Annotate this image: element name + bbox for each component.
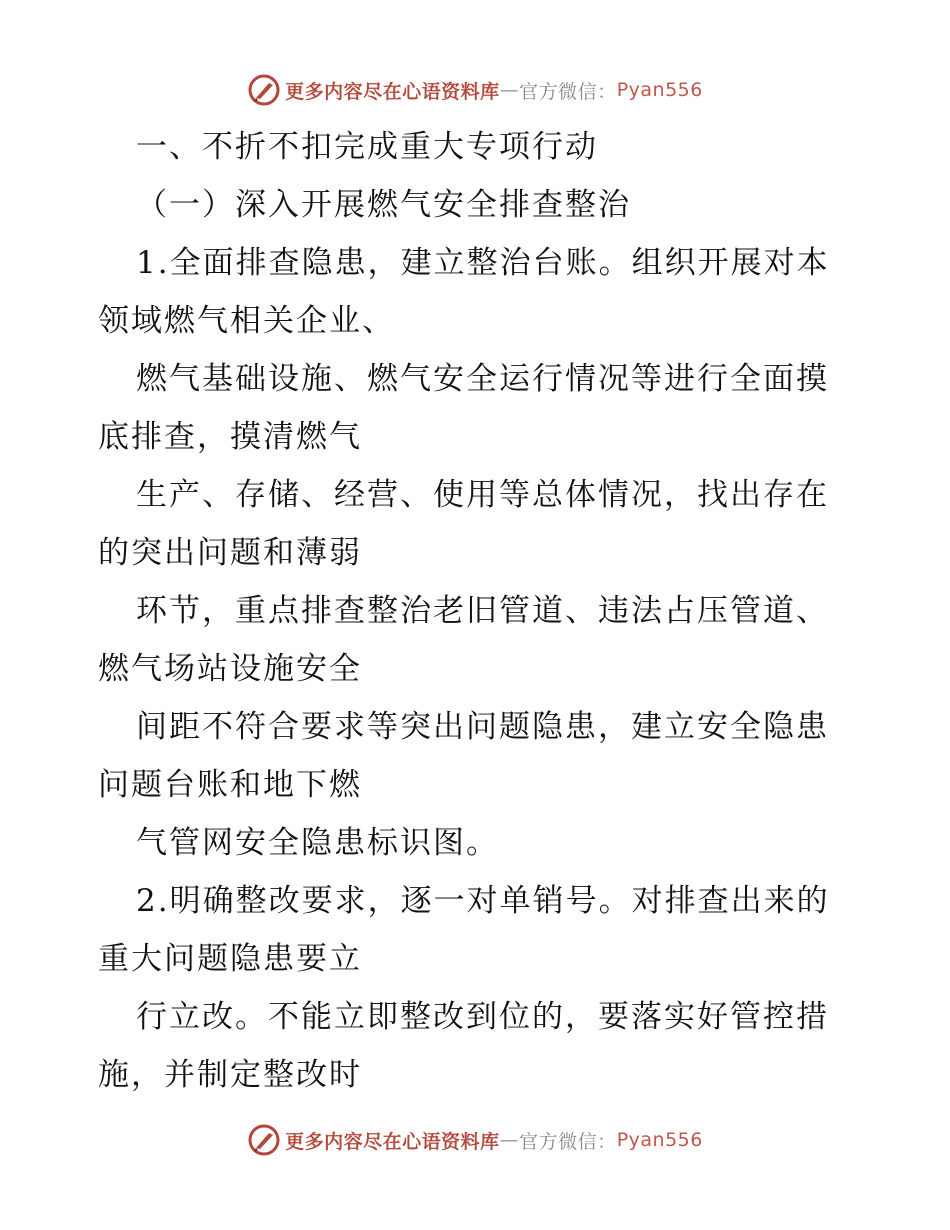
- watermark-sub-text: 官方微信：: [519, 80, 617, 103]
- body-line: 施，并制定整改时: [98, 1057, 362, 1093]
- watermark-brand-text: 更多内容尽在心语资料库: [285, 1130, 500, 1153]
- body-line: 问题台账和地下燃: [98, 767, 362, 803]
- body-line: 环节，重点排查整治老旧管道、违法占压管道、: [136, 593, 829, 629]
- body-line: 燃气场站设施安全: [98, 651, 362, 687]
- watermark-header: [0, 72, 950, 108]
- watermark-footer: [0, 1122, 950, 1158]
- body-line: （一）深入开展燃气安全排查整治: [136, 187, 631, 223]
- body-line: 间距不符合要求等突出问题隐患，建立安全隐患: [136, 709, 829, 745]
- watermark-wechat-id: Pyan556: [616, 1129, 703, 1151]
- body-line: 底排查，摸清燃气: [98, 419, 362, 455]
- body-line: 生产、存储、经营、使用等总体情况，找出存在: [136, 477, 829, 513]
- watermark-wechat-id: Pyan556: [616, 79, 703, 101]
- body-line: 1.全面排查隐患，建立整治台账。组织开展对本: [136, 245, 830, 281]
- body-line: 的突出问题和薄弱: [98, 535, 362, 571]
- watermark-sub-text: 官方微信：: [519, 1130, 617, 1153]
- watermark-brand-text: 更多内容尽在心语资料库: [285, 80, 500, 103]
- body-line: 燃气基础设施、燃气安全运行情况等进行全面摸: [136, 361, 829, 397]
- quill-pen-circle-icon: [247, 73, 281, 107]
- body-line: 2.明确整改要求，逐一对单销号。对排查出来的: [136, 883, 830, 919]
- watermark-separator: —: [499, 1129, 520, 1151]
- body-line: 重大问题隐患要立: [98, 941, 362, 977]
- document-body: [98, 118, 858, 1104]
- body-line: 领域燃气相关企业、: [98, 303, 395, 339]
- quill-pen-circle-icon: [247, 1123, 281, 1157]
- body-line: 行立改。不能立即整改到位的，要落实好管控措: [136, 999, 829, 1035]
- body-line: 气管网安全隐患标识图。: [136, 825, 499, 861]
- body-line: 一、不折不扣完成重大专项行动: [136, 129, 598, 165]
- watermark-separator: —: [499, 79, 520, 101]
